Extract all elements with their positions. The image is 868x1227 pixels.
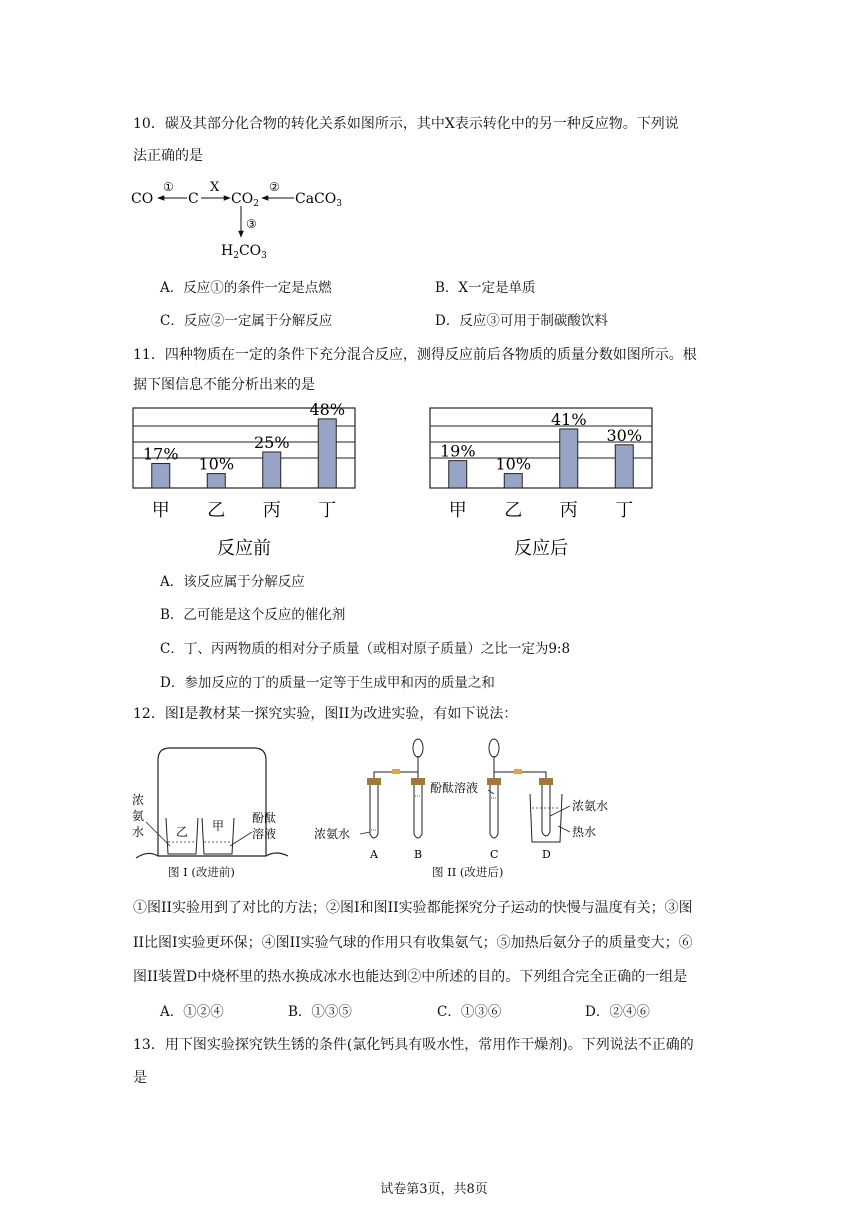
- q10-reaction-scheme: [125, 173, 355, 265]
- category-label: 丙: [262, 500, 281, 521]
- data-label: 30%: [606, 425, 643, 445]
- data-label: 48%: [309, 399, 346, 419]
- right-label-1: 酚酞: [252, 811, 277, 825]
- q10-option-d[interactable]: D．反应③可用于制碳酸饮料: [435, 313, 608, 329]
- chart-title: 反应前: [217, 538, 271, 559]
- beaker-jia-label: 甲: [212, 819, 225, 833]
- q10-stem-line1: 10．碳及其部分化合物的转化关系如图所示，其中X表示转化中的另一种反应物。下列说: [133, 116, 679, 132]
- leader-ammonia-left: [360, 832, 370, 834]
- tube-c-label: C: [490, 848, 499, 861]
- tube-d: [542, 784, 550, 836]
- bar-丙: [263, 452, 281, 488]
- q11-charts: [125, 398, 685, 568]
- figure-2-apparatus: [308, 734, 638, 864]
- stopper-c: [487, 778, 501, 785]
- reactant-x: X: [210, 180, 220, 195]
- category-label: 甲: [151, 500, 170, 521]
- beaker-d: [530, 794, 562, 842]
- q13-stem-line2: 是: [133, 1070, 147, 1086]
- bar-乙: [207, 474, 225, 488]
- q11-option-d[interactable]: D．参加反应的丁的质量一定等于生成甲和丙的质量之和: [160, 675, 495, 691]
- clip-cd: [514, 769, 522, 774]
- figure-2-caption: 图 II (改进后): [432, 865, 504, 879]
- chart-title: 反应后: [514, 538, 568, 559]
- bar-丙: [560, 429, 578, 488]
- bar-甲: [449, 461, 467, 488]
- q13-stem-line1: 13．用下图实验探究铁生锈的条件(氯化钙具有吸水性，常用作干燥剂)。下列说法不正确的: [133, 1037, 694, 1053]
- q11-stem-line2: 据下图信息不能分析出来的是: [133, 377, 315, 393]
- reaction-3-marker: ③: [246, 217, 257, 231]
- left-label-3: 水: [132, 825, 145, 839]
- tube-b-label: B: [414, 848, 423, 861]
- bar-甲: [152, 464, 170, 488]
- q11-stem-line1: 11．四种物质在一定的条件下充分混合反应，测得反应前后各物质的质量分数如图所示。根: [133, 347, 697, 363]
- category-label: 甲: [448, 500, 467, 521]
- q12-option-d[interactable]: D．②④⑥: [585, 1004, 650, 1020]
- data-label: 10%: [495, 454, 532, 474]
- left-label-2: 氨: [132, 809, 145, 823]
- category-label: 丁: [318, 500, 337, 521]
- chart-before: [133, 400, 355, 559]
- category-label: 乙: [207, 500, 226, 521]
- page-footer: 试卷第3页，共8页: [380, 1182, 488, 1197]
- stopper-a: [367, 778, 381, 785]
- q12-option-c[interactable]: C．①③⑥: [437, 1004, 502, 1020]
- q10-option-a[interactable]: A．反应①的条件一定是点燃: [160, 280, 332, 296]
- caco3-formula: CaCO$_3$: [295, 191, 342, 209]
- left-label-1: 浓: [132, 793, 145, 807]
- reaction-1-marker: ①: [163, 180, 174, 194]
- q12-stem: 12．图I是教材某一探究实验，图II为改进实验，有如下说法：: [133, 706, 518, 722]
- category-label: 乙: [504, 500, 523, 521]
- bar-丁: [318, 419, 336, 488]
- q12-statements-line1: ①图II实验用到了对比的方法；②图I和图II实验都能探究分子运动的快慢与温度有关；③图: [133, 900, 693, 916]
- balloon-ab: [413, 739, 423, 757]
- q10-option-b[interactable]: B．X一定是单质: [435, 280, 536, 296]
- label-hot-water: 热水: [572, 825, 597, 839]
- label-ammonia-left: 浓氨水: [314, 827, 351, 841]
- category-label: 丁: [615, 500, 634, 521]
- tube-d-label: D: [542, 848, 551, 861]
- label-phenol: 酚酞溶液: [430, 781, 479, 795]
- stopper-b: [411, 778, 425, 785]
- co-formula: CO: [131, 191, 154, 207]
- leader-hot-water: [558, 826, 570, 832]
- data-label: 17%: [142, 444, 179, 464]
- q11-option-c[interactable]: C．丁、丙两物质的相对分子质量（或相对原子质量）之比一定为9:8: [160, 641, 571, 657]
- tube-pair-cd: [487, 739, 562, 842]
- co2-formula: $CO_2$: [231, 191, 259, 209]
- q12-statements-line3: 图II装置D中烧杯里的热水换成冰水也能达到②中所述的目的。下列组合完全正确的一组是: [133, 969, 688, 985]
- q11-option-b[interactable]: B．乙可能是这个反应的催化剂: [160, 607, 346, 623]
- data-label: 25%: [253, 433, 290, 452]
- c-formula: C: [188, 191, 199, 207]
- tube-b: [414, 784, 422, 838]
- bar-乙: [504, 474, 522, 488]
- data-label: 19%: [439, 441, 476, 461]
- tube-a-label: A: [370, 848, 378, 861]
- stopper-d: [539, 778, 553, 785]
- leader-phenol: [488, 790, 494, 794]
- chart-after: [430, 408, 652, 559]
- h2co3-formula: $H_2CO_3$: [221, 243, 267, 261]
- tube-pair-ab: [367, 739, 425, 838]
- reaction-2-marker: ②: [269, 180, 280, 194]
- q12-option-b[interactable]: B．①③⑤: [288, 1004, 352, 1020]
- q12-option-a[interactable]: A．①②④: [160, 1004, 224, 1020]
- q10-option-c[interactable]: C．反应②一定属于分解反应: [160, 313, 333, 329]
- figure-1-caption: 图 I (改进前): [168, 865, 235, 879]
- q11-option-a[interactable]: A．该反应属于分解反应: [160, 574, 305, 590]
- q12-statements-line2: II比图I实验更环保；④图II实验气球的作用只有收集氨气；⑤加热后氨分子的质量变大；⑥: [133, 935, 693, 951]
- label-ammonia-right: 浓氨水: [572, 799, 609, 813]
- figure-1-apparatus: [128, 738, 288, 883]
- data-label: 41%: [550, 409, 587, 429]
- beaker-yi-label: 乙: [176, 825, 189, 839]
- balloon-cd: [489, 739, 499, 757]
- data-label: 10%: [198, 454, 235, 474]
- clip-ab: [392, 769, 400, 774]
- q10-stem-line2: 法正确的是: [133, 148, 203, 164]
- right-label-2: 溶液: [252, 827, 277, 841]
- category-label: 丙: [559, 500, 578, 521]
- bar-丁: [615, 445, 633, 488]
- bell-jar: [158, 748, 266, 856]
